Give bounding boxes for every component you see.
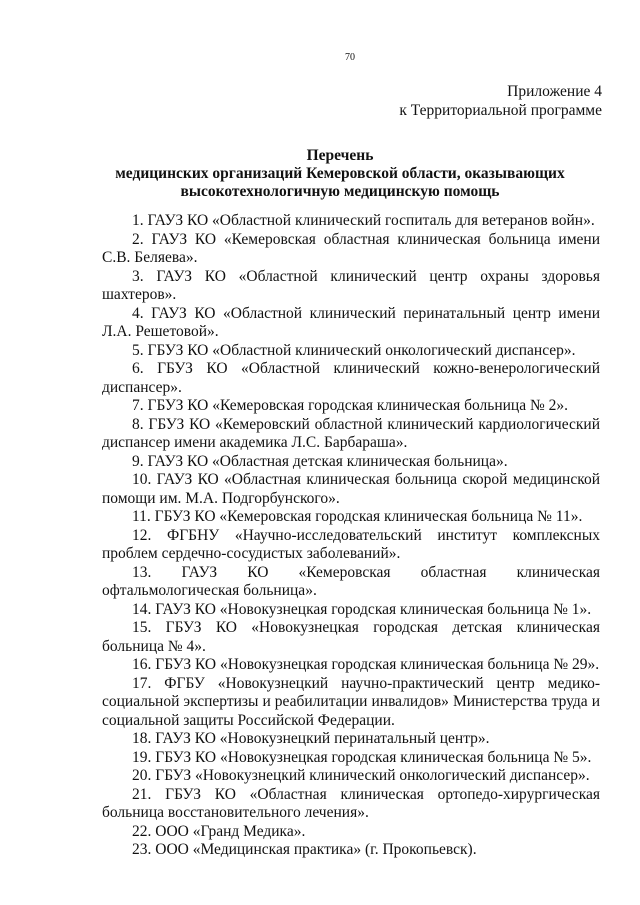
- appendix-subtitle: к Территориальной программе: [399, 102, 602, 119]
- list-item: 21. ГБУЗ КО «Областная клиническая ортопедо-хирургическая больница восстановительного лечения».: [102, 785, 600, 821]
- list-item: 2. ГАУЗ КО «Кемеровская областная клиническая больница имени С.В. Беляева».: [102, 230, 600, 266]
- list-item: 9. ГАУЗ КО «Областная детская клиническая больница».: [132, 452, 508, 470]
- list-item: 14. ГАУЗ КО «Новокузнецкая городская клиническая больница № 1».: [132, 600, 592, 618]
- list-item: 16. ГБУЗ КО «Новокузнецкая городская клиническая больница № 29».: [132, 656, 600, 673]
- list-item: 4. ГАУЗ КО «Областной клинический перинатальный центр имени Л.А. Решетовой».: [102, 304, 600, 340]
- list-item: 6. ГБУЗ КО «Областной клинический кожно-венерологический диспансер».: [102, 360, 600, 396]
- list-item: 5. ГБУЗ КО «Областной клинический онкологический диспансер».: [132, 341, 576, 359]
- list-item: 8. ГБУЗ КО «Кемеровский областной клинический кардиологический диспансер имени академика Л.С. Барбараша».: [102, 415, 600, 451]
- list-item: 23. ООО «Медицинская практика» (г. Прокопьевск).: [132, 841, 477, 858]
- list-item: 20. ГБУЗ «Новокузнецкий клинический онкологический диспансер».: [132, 767, 590, 784]
- list-item: 11. ГБУЗ КО «Кемеровская городская клиническая больница № 11».: [132, 508, 583, 525]
- page-number: 70: [345, 52, 355, 63]
- heading-line-1: Перечень: [306, 147, 374, 164]
- heading-line-3: высокотехнологичную медицинскую помощь: [180, 183, 500, 200]
- list-item: 7. ГБУЗ КО «Кемеровская городская клиническая больница № 2».: [132, 397, 569, 414]
- document-heading: [100, 147, 580, 201]
- list-item: 15. ГБУЗ КО «Новокузнецкая городская детская клиническая больница № 4».: [102, 619, 600, 655]
- list-item: 1. ГАУЗ КО «Областной клинический госпиталь для ветеранов войн».: [132, 212, 595, 229]
- appendix-title: Приложение 4: [507, 83, 602, 100]
- appendix-reference: [399, 82, 602, 120]
- list-item: 19. ГБУЗ КО «Новокузнецкая городская клиническая больница № 5».: [132, 748, 592, 766]
- list-item: 3. ГАУЗ КО «Областной клинический центр охраны здоровья шахтеров».: [102, 267, 600, 303]
- list-item: 17. ФГБУ «Новокузнецкий научно-практический центр медико-социальной экспертизы и реабилитации инвалидов» Министерства труда и социальной защиты Российской Федерации.: [102, 674, 600, 729]
- list-item: 22. ООО «Гранд Медика».: [132, 822, 306, 840]
- list-item: 18. ГАУЗ КО «Новокузнецкий перинатальный центр».: [132, 730, 490, 747]
- list-item: 10. ГАУЗ КО «Областная клиническая больница скорой медицинской помощи им. М.А. Подгорбунского».: [102, 471, 600, 507]
- list-item: 12. ФГБНУ «Научно-исследовательский институт комплексных проблем сердечно-сосудистых заболеваний».: [102, 526, 600, 562]
- organization-list: [102, 212, 600, 860]
- heading-line-2: медицинских организаций Кемеровской области, оказывающих: [115, 165, 565, 182]
- list-item: 13. ГАУЗ КО «Кемеровская областная клиническая офтальмологическая больница».: [102, 563, 600, 599]
